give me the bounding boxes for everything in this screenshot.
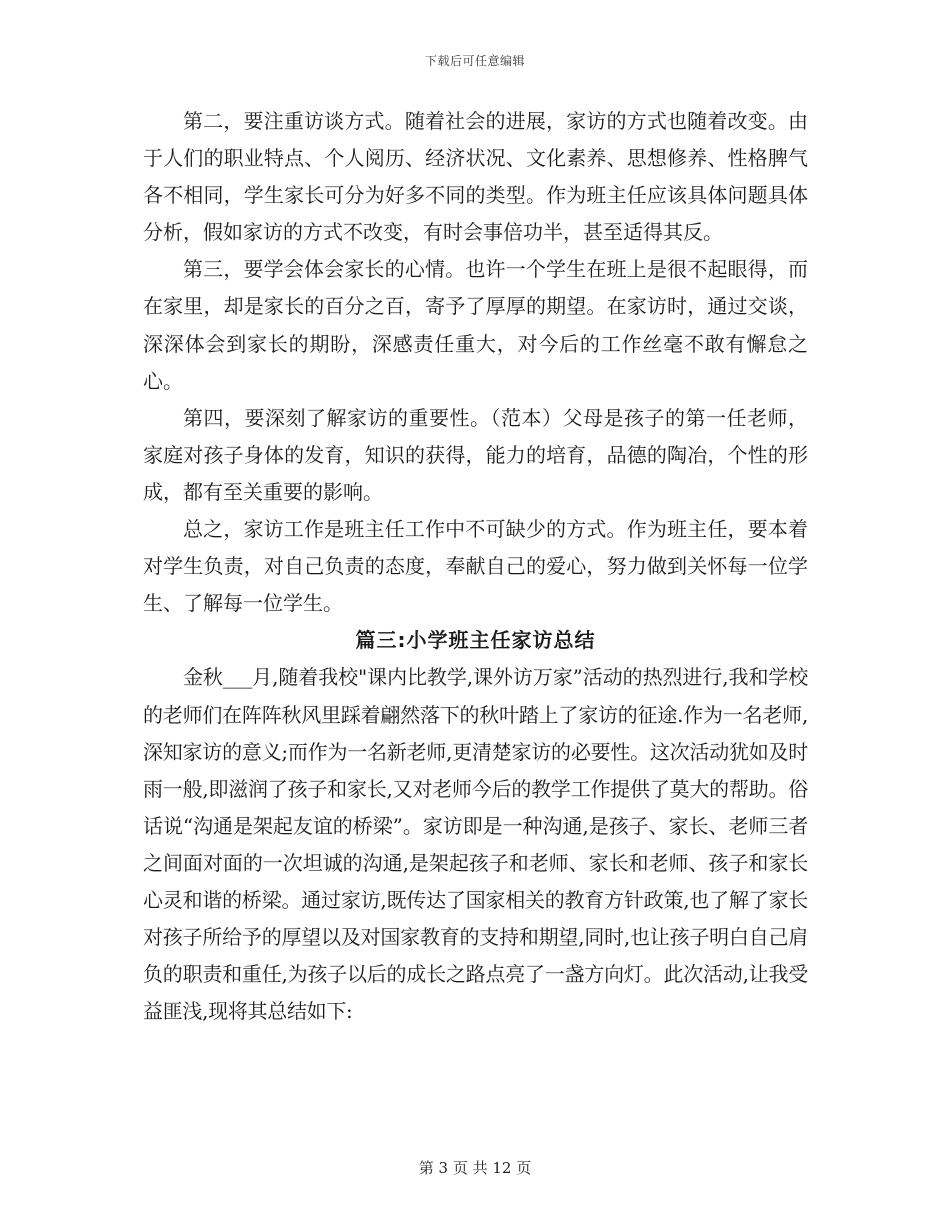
paragraph-section-intro: 金秋___月,随着我校"课内比教学,课外访万家”活动的热烈进行,我和学校的老师们在阵阵秋风里踩着翩然落下的秋叶踏上了家访的征途.作为一名老师,深知家访的意义;而作为一名新老师,更清楚家访的必要性。这次活动犹如及时雨一般,即滋润了孩子和家长,又对老师今后的教学工作提供了莫大的帮助。俗话说“沟通是架起友谊的桥梁”。家访即是一种沟通,是孩子、家长、老师三者之间面对面的一次坦诚的沟通,是架起孩子和老师、家长和老师、孩子和家长心灵和谐的桥梁。通过家访,既传达了国家相关的教育方针政策,也了解了家长对孩子所给予的厚望以及对国家教育的支持和期望,同时,也让孩子明白自己肩负的职责和重任,为孩子以后的成长之路点亮了一盏方向灯。此次活动,让我受益匪浅,现将其总结如下: (143, 665, 808, 1024)
page-header: 下载后可任意编辑 (424, 54, 525, 68)
paragraph-parent-feelings: 第三，要学会体会家长的心情。也许一个学生在班上是很不起眼得，而在家里，却是家长的百分之百，寄予了厚厚的期望。在家访时，通过交谈，深深体会到家长的期盼，深感责任重大，对今后的工作丝毫不敢有懈怠之心。 (143, 257, 808, 393)
page-number: 第 3 页 共 12 页 (418, 1159, 532, 1177)
paragraph-visit-method: 第二，要注重访谈方式。随着社会的进展，家访的方式也随着改变。由于人们的职业特点、个人阅历、经济状况、文化素养、思想修养、性格脾气各不相同，学生家长可分为好多不同的类型。作为班主任应该具体问题具体分析，假如家访的方式不改变，有时会事倍功半，甚至适得其反。 (143, 109, 808, 245)
document-body (143, 103, 808, 1030)
paragraph-importance: 第四，要深刻了解家访的重要性。（范本）父母是孩子的第一任老师，家庭对孩子身体的发育，知识的获得，能力的培育，品德的陶冶，个性的形成，都有至关重要的影响。 (143, 405, 808, 504)
section-title: 篇三:小学班主任家访总结 (355, 628, 596, 653)
paragraph-conclusion: 总之，家访工作是班主任工作中不可缺少的方式。作为班主任，要本着对学生负责，对自己负责的态度，奉献自己的爱心，努力做到关怀每一位学生、了解每一位学生。 (143, 517, 808, 616)
